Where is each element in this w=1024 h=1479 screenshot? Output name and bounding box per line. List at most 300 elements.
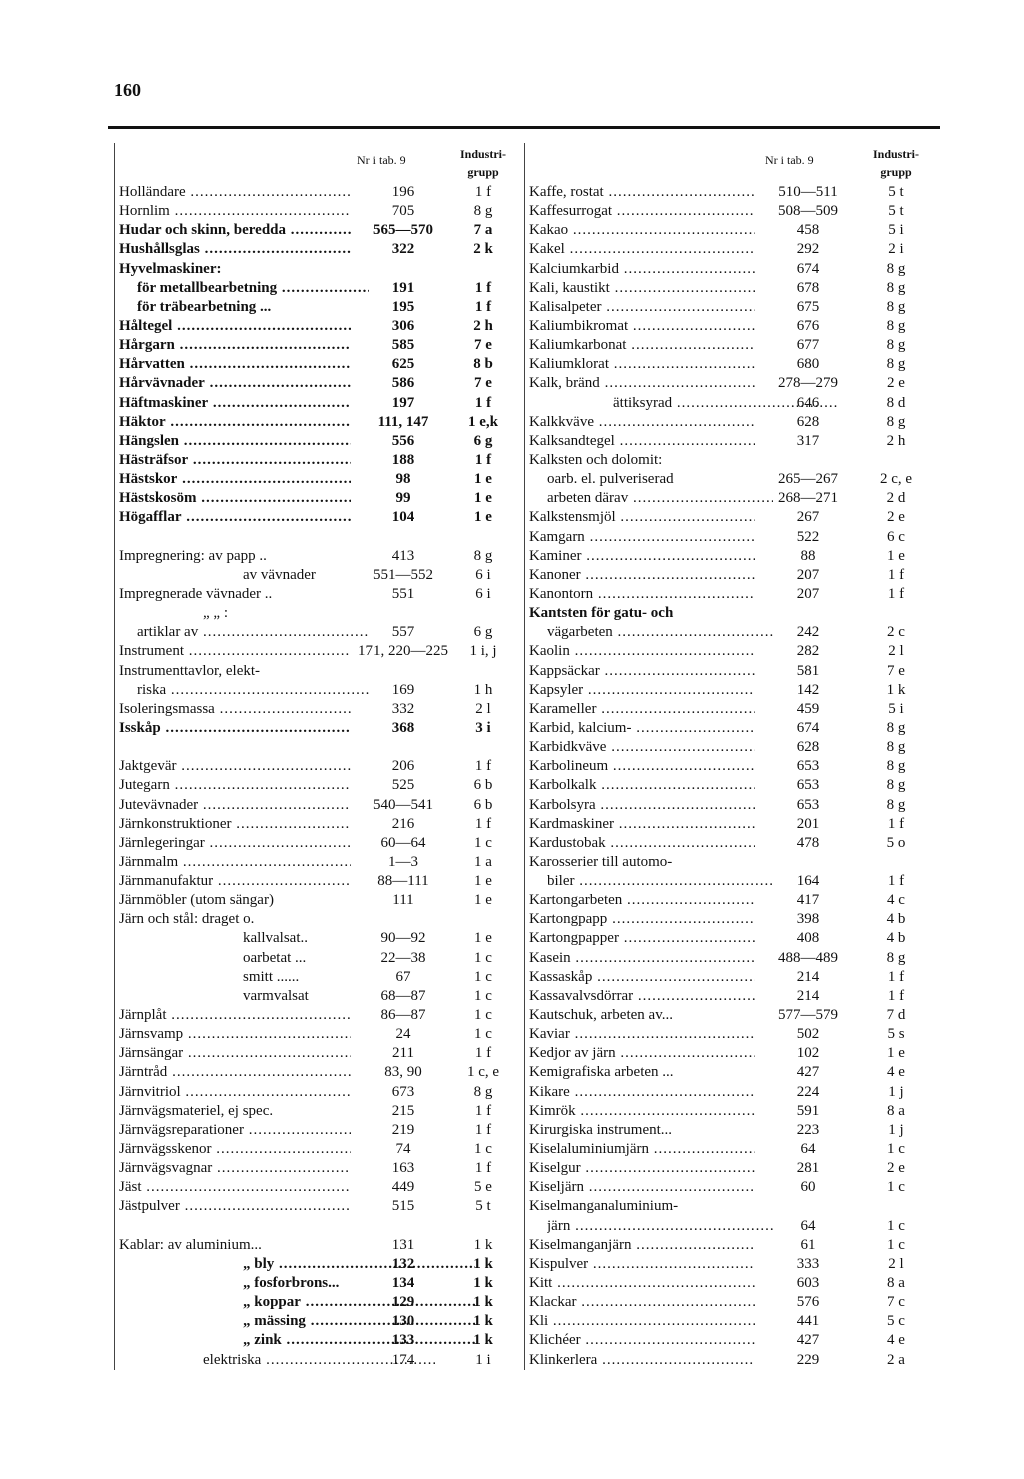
entry-name: Karbolineum ..... <box>529 757 755 776</box>
index-entry <box>525 642 935 661</box>
index-entry <box>115 451 523 470</box>
index-entry <box>525 776 935 795</box>
industry-group: 8 g <box>473 203 493 220</box>
table-number: 449 <box>391 1179 415 1196</box>
industry-group: 1 c <box>474 1007 492 1024</box>
table-number: 74 <box>395 1141 411 1158</box>
table-number: 322 <box>391 241 415 258</box>
industry-group: 2 h <box>886 432 906 449</box>
table-number: 675 <box>796 298 820 315</box>
entry-name: Kaffesurrogat ..... <box>529 202 755 221</box>
index-entry <box>525 298 935 317</box>
industry-group: 7 e <box>474 337 492 354</box>
entry-name: Holländare ..... <box>119 183 351 202</box>
index-entry <box>115 279 523 298</box>
table-number: 133 <box>391 1332 415 1349</box>
entry-name: Kiselaluminiumjärn ..... <box>529 1140 755 1159</box>
table-number: 88 <box>800 547 816 564</box>
table-number: 196 <box>391 184 415 200</box>
entry-name: Isskåp ..... <box>119 719 351 738</box>
table-number: 332 <box>391 700 415 717</box>
index-entry <box>525 202 935 221</box>
entry-name: Kalk, bränd ..... <box>529 374 755 393</box>
entry-name: Klackar ..... <box>529 1293 755 1312</box>
left-rows <box>115 183 523 1370</box>
table-number: 551—552 <box>373 566 433 583</box>
industry-group: 8 g <box>886 356 906 373</box>
index-entry <box>115 929 523 948</box>
index-entry <box>525 1063 935 1082</box>
industry-group: 5 s <box>887 1026 905 1043</box>
right-column-header <box>525 143 935 183</box>
industry-group: 4 e <box>887 1064 905 1081</box>
table-number: 551 <box>391 585 415 602</box>
index-entry <box>525 1044 935 1063</box>
index-entry <box>115 547 523 566</box>
industry-group: 1 f <box>474 1102 492 1119</box>
table-number: 676 <box>796 317 820 334</box>
entry-name: elektriska ..... <box>203 1351 435 1370</box>
index-entry <box>115 355 523 374</box>
entry-name: Kitt ..... <box>529 1274 755 1293</box>
entry-name: Järnmöbler (utom sängar) <box>119 892 274 909</box>
entry-name: Kiselmanganjärn ..... <box>529 1236 755 1255</box>
entry-name: Karbolkalk ..... <box>529 776 755 795</box>
entry-name: „ zink ..... <box>243 1331 475 1350</box>
table-number: 216 <box>391 815 415 832</box>
industry-group: 8 g <box>886 796 906 813</box>
index-entry <box>115 719 523 738</box>
industry-group: 1 f <box>474 394 492 411</box>
entry-name: Kaviar ..... <box>529 1025 755 1044</box>
industry-group: 8 g <box>886 949 906 966</box>
entry-name: Hushållsglas ..... <box>119 240 351 259</box>
industry-group: 1 e,k <box>468 413 498 430</box>
index-entry <box>115 1083 523 1102</box>
table-number: 98 <box>395 471 411 488</box>
left-column-header <box>115 143 523 183</box>
index-entry <box>525 1217 935 1236</box>
index-entry <box>525 891 935 910</box>
entry-name: Hästräfsor ..... <box>119 451 351 470</box>
entry-name: Kapsyler ..... <box>529 681 755 700</box>
index-entry <box>115 1236 523 1255</box>
industry-group: 8 g <box>886 777 906 794</box>
industry-group: 6 b <box>473 777 493 794</box>
index-entry <box>115 815 523 834</box>
index-entry <box>115 221 523 240</box>
index-entry <box>115 1331 523 1350</box>
table-number: 242 <box>796 624 820 641</box>
industry-group: 8 g <box>886 317 906 334</box>
index-entry <box>115 623 523 642</box>
index-entry <box>115 853 523 872</box>
industry-group: 6 g <box>473 432 493 449</box>
table-number: 90—92 <box>380 930 426 947</box>
table-number: 201 <box>796 815 820 832</box>
industry-group: 1 c <box>887 1236 905 1253</box>
entry-name: Hårvatten ..... <box>119 355 351 374</box>
index-entry <box>525 394 935 413</box>
index-entry <box>525 1025 935 1044</box>
industry-group: 2 e <box>887 509 905 526</box>
table-number: 427 <box>796 1332 820 1349</box>
index-entry <box>115 662 523 681</box>
index-entry <box>115 336 523 355</box>
index-entry <box>525 929 935 948</box>
table-number: 556 <box>391 432 415 449</box>
industry-group: 1 c <box>887 1217 905 1234</box>
table-number: 678 <box>796 279 820 296</box>
entry-name: Järnmanufaktur ..... <box>119 872 351 891</box>
index-entry <box>525 1140 935 1159</box>
table-number: 86—87 <box>380 1007 426 1024</box>
entry-name: Kalksandtegel ..... <box>529 432 755 451</box>
table-number: 223 <box>796 1121 820 1138</box>
entry-name: „ bly ..... <box>243 1255 475 1274</box>
entry-name: Kiseljärn ..... <box>529 1178 755 1197</box>
group-header <box>455 145 511 181</box>
index-entry <box>525 432 935 451</box>
entry-name: Kaliumklorat ..... <box>529 355 755 374</box>
entry-name: Järnvägsskenor ..... <box>119 1140 351 1159</box>
table-number: 508—509 <box>778 203 838 220</box>
entry-name: Hästskosöm ..... <box>119 489 351 508</box>
table-number: 680 <box>796 356 820 373</box>
industry-group: 2 a <box>887 1351 905 1368</box>
industry-group: 4 b <box>886 911 906 928</box>
entry-name: Hårgarn ..... <box>119 336 351 355</box>
index-entry <box>115 681 523 700</box>
index-entry <box>525 566 935 585</box>
index-entry <box>525 815 935 834</box>
table-number: 278—279 <box>778 375 838 392</box>
entry-name: Kamgarn ..... <box>529 528 755 547</box>
industry-group: 7 a <box>473 222 493 239</box>
table-number: 207 <box>796 566 820 583</box>
index-entry <box>525 1312 935 1331</box>
entry-name: Kartongpapper ..... <box>529 929 755 948</box>
index-entry <box>525 374 935 393</box>
table-number: 458 <box>796 222 820 239</box>
table-number: 267 <box>796 509 820 526</box>
entry-name: Kiselgur ..... <box>529 1159 755 1178</box>
table-number: 306 <box>391 317 415 334</box>
index-entry <box>525 489 935 508</box>
entry-name: Järntråd ..... <box>119 1063 351 1082</box>
table-number: 130 <box>391 1313 415 1330</box>
table-number: 478 <box>796 834 820 851</box>
entry-name: Kirurgiska instrument... <box>529 1121 673 1138</box>
industry-group: 1 f <box>887 815 905 832</box>
table-number: 510—511 <box>778 184 838 200</box>
index-entry <box>525 528 935 547</box>
industry-group: 1 e <box>887 547 905 564</box>
table-number: 64 <box>800 1217 816 1234</box>
industry-group: 2 e <box>887 375 905 392</box>
index-entry <box>115 240 523 259</box>
index-entry <box>115 183 523 202</box>
index-entry <box>525 719 935 738</box>
industry-group: 8 g <box>473 547 493 564</box>
index-entry <box>115 489 523 508</box>
entry-name: Kaolin ..... <box>529 642 755 661</box>
blank-row <box>115 738 523 757</box>
entry-name: Kedjor av järn ..... <box>529 1044 755 1063</box>
industry-group: 1 f <box>887 585 905 602</box>
entry-name: Kiselmanganaluminium- <box>529 1198 679 1215</box>
table-number: 427 <box>796 1064 820 1081</box>
table-number: 197 <box>391 394 415 411</box>
index-entry <box>115 910 523 929</box>
table-number: 224 <box>796 1083 820 1100</box>
entry-name: Kaffe, rostat ..... <box>529 183 755 202</box>
group-header-line2: grupp <box>880 165 912 179</box>
industry-group: 2 c <box>887 624 905 641</box>
entry-name: Kemigrafiska arbeten ... <box>529 1064 674 1081</box>
blank-row <box>115 528 523 547</box>
table-number: 164 <box>796 873 820 890</box>
index-entry <box>115 1255 523 1274</box>
industry-group: 2 l <box>888 1255 904 1272</box>
blank-row <box>115 1217 523 1236</box>
table-number: 628 <box>796 739 820 756</box>
industry-group: 1 e <box>887 1045 905 1062</box>
index-entry <box>115 604 523 623</box>
entry-name: Håltegel ..... <box>119 317 351 336</box>
industry-group: 5 o <box>886 834 906 851</box>
table-number: 219 <box>391 1121 415 1138</box>
entry-name: Kalkkväve ..... <box>529 413 755 432</box>
industry-group: 1 f <box>887 566 905 583</box>
industry-group: 1 f <box>474 298 492 315</box>
entry-name: Kanoner ..... <box>529 566 755 585</box>
table-number: 99 <box>395 490 411 507</box>
index-entry <box>525 585 935 604</box>
table-number: 591 <box>796 1102 820 1119</box>
entry-name: Kantsten för gatu- och <box>529 605 674 622</box>
industry-group: 8 g <box>886 758 906 775</box>
table-number: 557 <box>391 624 415 641</box>
group-header <box>865 145 927 181</box>
index-entry <box>525 317 935 336</box>
entry-name: Karbolsyra ..... <box>529 796 755 815</box>
entry-name: Kassavalvsdörrar ..... <box>529 987 755 1006</box>
industry-group: 1 f <box>887 873 905 890</box>
nr-header: Nr i tab. 9 <box>357 153 406 167</box>
index-entry <box>115 1178 523 1197</box>
entry-name: „ koppar ..... <box>243 1293 475 1312</box>
index-entry <box>525 470 935 489</box>
industry-group: 8 b <box>473 356 493 373</box>
table-number: 171, 220—225 <box>358 643 448 660</box>
industry-group: 2 k <box>473 241 493 258</box>
industry-group: 1 i <box>475 1351 491 1368</box>
entry-name: Karbid, kalcium- ..... <box>529 719 755 738</box>
industry-group: 1 f <box>887 987 905 1004</box>
index-entry <box>525 1006 935 1025</box>
table-number: 111 <box>392 892 414 909</box>
industry-group: 8 a <box>887 1275 905 1292</box>
industry-group: 1 k <box>473 1313 493 1330</box>
table-number: 169 <box>391 681 415 698</box>
industry-group: 5 t <box>888 203 904 220</box>
industry-group: 2 h <box>473 317 493 334</box>
industry-group: 1 c <box>474 968 492 985</box>
entry-name: Impregnerade vävnader .. <box>119 585 273 602</box>
entry-name: Kalkstensmjöl ..... <box>529 508 755 527</box>
industry-group: 1 k <box>473 1255 493 1272</box>
industry-group: 7 d <box>886 1007 906 1024</box>
index-entry <box>115 1351 523 1370</box>
entry-name: Kli ..... <box>529 1312 755 1331</box>
index-entry <box>115 1140 523 1159</box>
index-entry <box>115 1044 523 1063</box>
industry-group: 8 g <box>886 279 906 296</box>
entry-name: Instrument ..... <box>119 642 351 661</box>
industry-group: 1 f <box>474 1045 492 1062</box>
entry-name: oarb. el. pulveriserad <box>547 471 674 488</box>
industry-group: 2 e <box>887 1160 905 1177</box>
industry-group: 1 h <box>473 681 493 698</box>
index-entry <box>115 949 523 968</box>
table-number: 229 <box>796 1351 820 1368</box>
table-number: 22—38 <box>380 949 426 966</box>
index-entry <box>115 1312 523 1331</box>
index-entry <box>525 796 935 815</box>
index-entry <box>115 1102 523 1121</box>
industry-group: 1 f <box>474 1160 492 1177</box>
index-entry <box>115 585 523 604</box>
table-number: 88—111 <box>377 873 429 890</box>
industry-group: 2 l <box>888 643 904 660</box>
index-entry <box>525 1197 935 1216</box>
table-number: 653 <box>796 796 820 813</box>
index-entry <box>525 260 935 279</box>
entry-name: Järnlegeringar ..... <box>119 834 351 853</box>
index-entry <box>525 1121 935 1140</box>
industry-group: 8 g <box>473 1083 493 1100</box>
index-entry <box>525 987 935 1006</box>
index-entry <box>115 1274 523 1293</box>
entry-name: Kanontorn ..... <box>529 585 755 604</box>
table-number: 104 <box>391 509 415 526</box>
index-entry <box>525 1274 935 1293</box>
industry-group: 1 j <box>888 1121 904 1138</box>
index-entry <box>115 891 523 910</box>
entry-name: riska ..... <box>137 681 369 700</box>
industry-group: 1 c <box>474 834 492 851</box>
index-entry <box>115 202 523 221</box>
entry-name: Järnplåt ..... <box>119 1006 351 1025</box>
entry-name: Kassaskåp ..... <box>529 968 755 987</box>
entry-name: Instrumenttavlor, elekt- <box>119 662 261 679</box>
industry-group: 1 c <box>887 1179 905 1196</box>
industry-group: 1 e <box>474 490 492 507</box>
table-number: 603 <box>796 1275 820 1292</box>
entry-name: Kaminer ..... <box>529 547 755 566</box>
index-entry <box>115 317 523 336</box>
index-entry <box>115 1121 523 1140</box>
table-number: 174 <box>391 1351 415 1368</box>
industry-group: 8 g <box>886 719 906 736</box>
table-number: 459 <box>796 700 820 717</box>
index-entry <box>115 1025 523 1044</box>
entry-name: Järnvägsvagnar ..... <box>119 1159 351 1178</box>
industry-group: 5 c <box>887 1313 905 1330</box>
index-entry <box>115 757 523 776</box>
entry-name: Kaliumbikromat ..... <box>529 317 755 336</box>
table-number: 565—570 <box>373 222 433 239</box>
entry-name: Kakao ..... <box>529 221 755 240</box>
table-number: 625 <box>391 356 415 373</box>
table-number: 628 <box>796 413 820 430</box>
entry-name: kallvalsat.. <box>243 930 308 947</box>
table-number: 408 <box>796 930 820 947</box>
entry-name: Kalciumkarbid ..... <box>529 260 755 279</box>
industry-group: 6 c <box>887 528 905 545</box>
industry-group: 6 g <box>473 624 493 641</box>
table-number: 188 <box>391 451 415 468</box>
table-number: 333 <box>796 1255 820 1272</box>
entry-name: Järnsängar ..... <box>119 1044 351 1063</box>
entry-name: Kardmaskiner ..... <box>529 815 755 834</box>
index-entry <box>115 1197 523 1216</box>
entry-name: Kikare ..... <box>529 1083 755 1102</box>
table-number: 61 <box>800 1236 816 1253</box>
industry-group: 1 f <box>474 1121 492 1138</box>
index-entry <box>525 1255 935 1274</box>
index-entry <box>115 374 523 393</box>
entry-name: Kalksten och dolomit: <box>529 451 663 468</box>
industry-group: 2 d <box>886 490 906 507</box>
industry-group: 8 a <box>887 1102 905 1119</box>
entry-name: Högafflar ..... <box>119 508 351 527</box>
entry-name: arbeten därav ..... <box>547 489 773 508</box>
entry-name: varmvalsat <box>243 987 309 1004</box>
entry-name: Kappsäckar ..... <box>529 662 755 681</box>
index-entry <box>115 1063 523 1082</box>
industry-group: 1 f <box>474 279 492 296</box>
table-number: 111, 147 <box>377 413 429 430</box>
index-entry <box>525 1293 935 1312</box>
industry-group: 1 e <box>474 509 492 526</box>
index-entry <box>525 1102 935 1121</box>
entry-name: Impregnering: av papp .. <box>119 547 267 564</box>
industry-group: 6 i <box>475 566 491 583</box>
table-number: 163 <box>391 1160 415 1177</box>
index-entry <box>525 221 935 240</box>
entry-name: Järnvitriol ..... <box>119 1083 351 1102</box>
entry-name: för träbearbetning ... <box>137 298 272 315</box>
table-number: 317 <box>796 432 820 449</box>
industry-group: 1 c, e <box>466 1064 500 1081</box>
industry-group: 5 t <box>475 1198 491 1215</box>
industry-group: 1 a <box>474 853 492 870</box>
entry-name: för metallbearbetning ..... <box>137 279 369 298</box>
entry-name: järn ..... <box>547 1217 773 1236</box>
index-entry <box>525 853 935 872</box>
entry-name: Jutevävnader ..... <box>119 796 351 815</box>
index-entry <box>115 968 523 987</box>
table-number: 68—87 <box>380 987 426 1004</box>
entry-name: smitt ...... <box>243 968 300 985</box>
entry-name: Hudar och skinn, beredda ..... <box>119 221 351 240</box>
table-number: 576 <box>796 1294 820 1311</box>
table-number: 585 <box>391 337 415 354</box>
industry-group: 1 j <box>888 1083 904 1100</box>
table-number: 211 <box>392 1045 414 1062</box>
